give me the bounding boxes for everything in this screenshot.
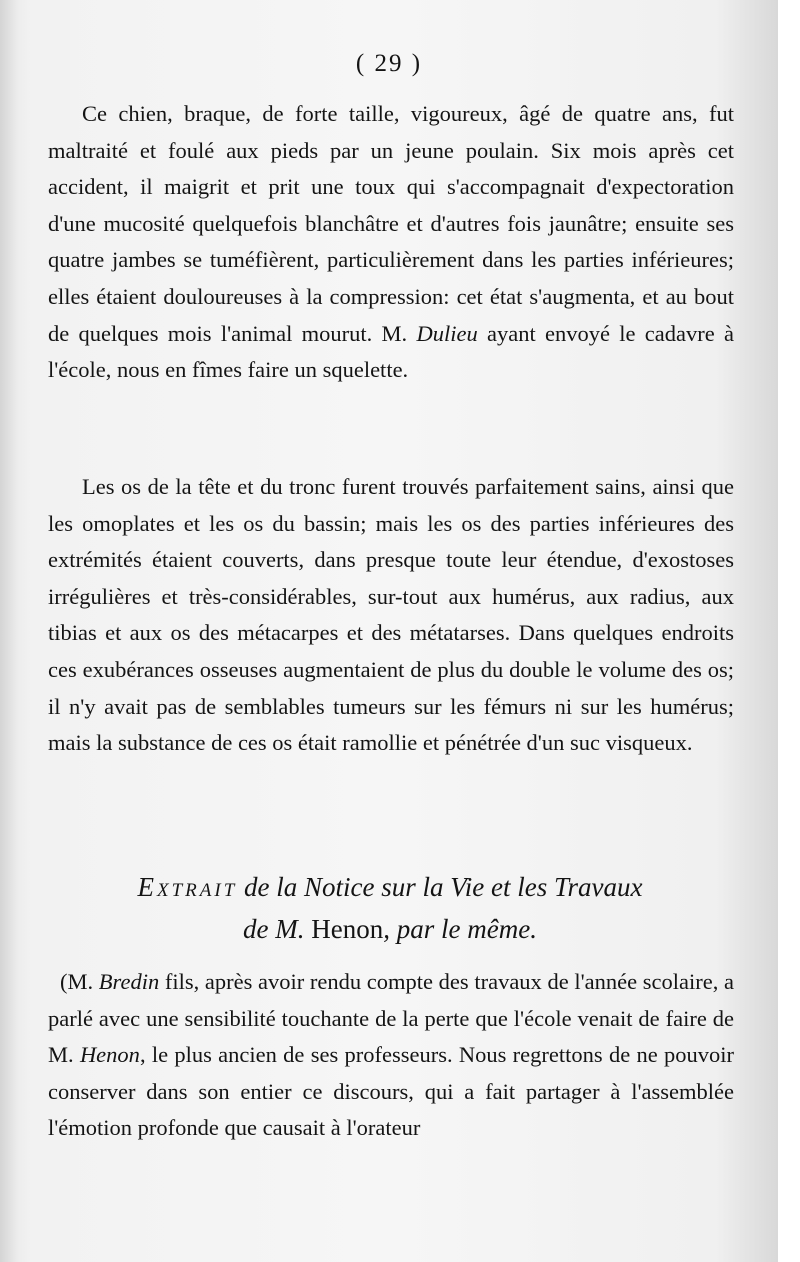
paragraph-text: Ce chien, braque, de forte taille, vigoureux, âgé de quatre ans, fut maltraité et foulé aux pieds par un jeune poulain. Six mois après cet accident, il maigrit et prit une toux qui s'accompagnait d'expectoration d'une mucosité quelquefois blanchâtre et d'autres fois jaunâtre; ensuite ses quatre jambes se tuméfièrent, particulièrement dans les parties inférieures; elles étaient douloureuses à la compression: cet état s'augmenta, et au bout de quelques mois l'animal mourut. M. bbox=[48, 101, 734, 346]
section-heading bbox=[40, 866, 740, 950]
heading-line-2 bbox=[40, 908, 740, 950]
page-gutter-shadow bbox=[0, 0, 18, 1262]
heading-line-2-start: de M. bbox=[243, 914, 312, 944]
heading-line-2-end: , par le même. bbox=[383, 914, 537, 944]
heading-line-1 bbox=[40, 866, 740, 908]
paragraph-text: fils, après avoir rendu compte des travaux de l'année scolaire, a parlé avec une sensibilité touchante de la perte que l'école venait de faire de M. bbox=[48, 969, 735, 1068]
paragraph-open: (M. bbox=[60, 969, 99, 994]
paragraph-text-continued: ayant envoyé le cadavre à l'école, nous en fîmes faire un squelette. bbox=[48, 320, 734, 383]
paragraph-dog-case bbox=[48, 96, 734, 389]
scan-margin bbox=[778, 0, 800, 1262]
person-name-bredin: Bredin bbox=[98, 969, 160, 994]
person-name-henon: Henon bbox=[79, 1042, 140, 1068]
paragraph-text: Les os de la tête et du tronc furent trouvés parfaitement sains, ainsi que les omoplates et les os du bassin; mais les os des parties inférieures des extrémités étaient couverts, dans presque toute leur étendue, d'exostoses irrégulières et très-considérables, sur-tout aux humérus, aux radius, aux tibias et aux os des métacarpes et des métatarses. Dans quelques endroits ces exubérances osseuses augmentaient de plus du double le volume des os; il n'y avait pas de semblables tumeurs sur les fémurs ni sur les humérus; mais la substance de ces os était ramollie et pénétrée d'un suc visqueux. bbox=[48, 474, 734, 756]
paragraph-text-end: , le plus ancien de ses professeurs. Nous regrettons de ne pouvoir conserver dans son entier ce discours, qui a fait partager à l'assemblée l'émotion profonde que causait à l'orateur bbox=[48, 1042, 734, 1141]
paragraph-bone-findings bbox=[48, 469, 734, 762]
person-name: Dulieu bbox=[416, 320, 478, 346]
heading-person-name: Henon bbox=[311, 914, 384, 944]
page-number: ( 29 ) bbox=[355, 50, 423, 77]
heading-lead-word: Extrait bbox=[137, 872, 238, 902]
heading-line-1-text: de la Notice sur la Vie et les Travaux bbox=[237, 872, 643, 902]
paragraph-tribute bbox=[48, 964, 734, 1147]
